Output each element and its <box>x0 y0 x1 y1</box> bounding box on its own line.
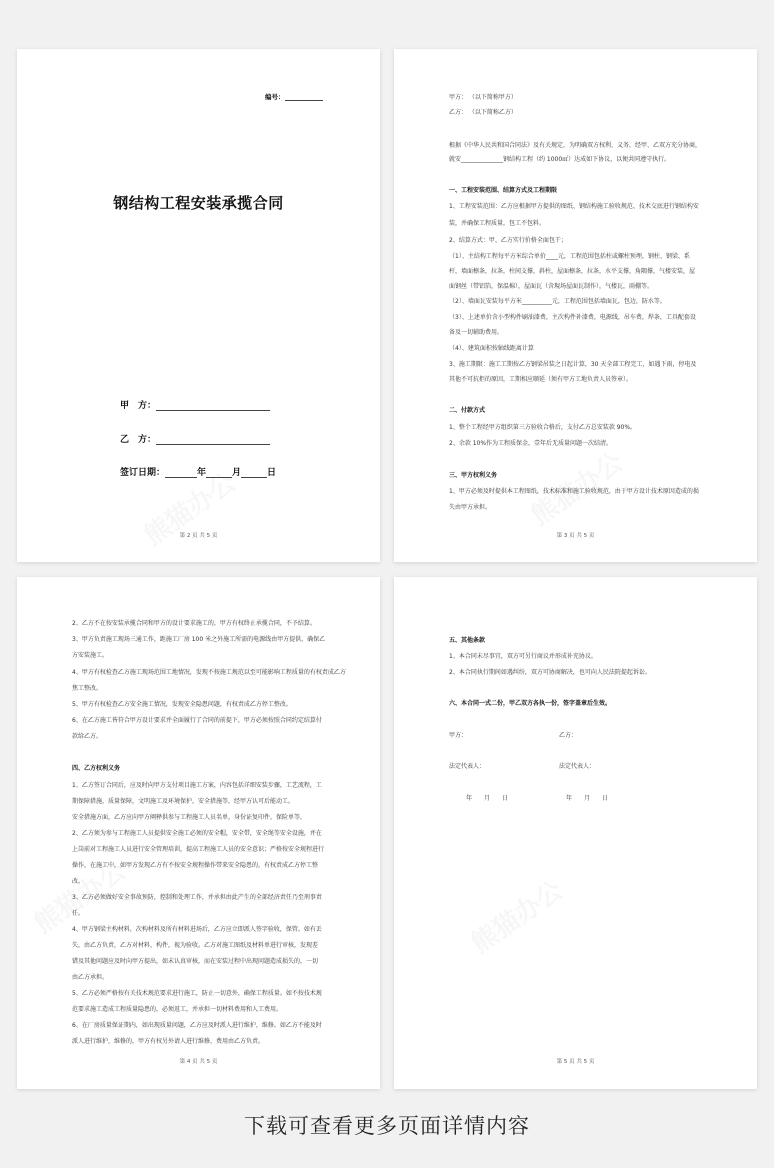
year-blank <box>165 467 197 478</box>
contract-page-3 <box>394 49 757 562</box>
contract-page-4 <box>17 577 380 1089</box>
section-heading: 四、乙方权利义务 <box>72 765 121 772</box>
body-line: 其他不可抗拒的原因，工期相应顺延（须有甲方工地负责人员签章）。 <box>449 376 633 383</box>
body-line: 操作，在施工中，如甲方发现乙方有不按安全规程操作带来安全隐患的，有权责成乙方停工整 <box>72 862 319 869</box>
body-line: （2）、墙面瓦安装每平方米__________元，工程范围包括墙面瓦，包边，防水等。 <box>449 298 666 305</box>
party-b-blank <box>156 434 270 445</box>
section-heading: 一、工程安装范围、结算方式及工程期限 <box>449 187 558 194</box>
sign-date-label: 签订日期： <box>120 468 166 478</box>
body-line: 就安______________钢结构工程（约 1000㎡）达成如下协议，以便共同遵守执行。 <box>449 156 671 163</box>
contract-page-2 <box>17 49 380 562</box>
body-line: 6、在乙方施工皆符合甲方设计要求并全面履行了合同的前提下，甲方必须按照合同约定结算付 <box>72 717 322 724</box>
body-line: 方安装施工。 <box>72 652 109 659</box>
section-heading: 六、本合同一式二份，甲乙双方各执一份，签字盖章后生效。 <box>449 700 612 707</box>
body-line: 6、在厂房质量保证期内，如出现质量问题，乙方应及时派人进行维护，维修。如乙方不能及时 <box>72 1022 322 1029</box>
body-line: 派人进行维护，维修的，甲方有权另外请人进行维修，费用由乙方负责。 <box>72 1038 265 1045</box>
body-line: 2、本合同执行期间如遇纠纷，双方可协商解决，也可向人民法院提起诉讼。 <box>449 669 651 676</box>
body-line: 款给乙方。 <box>72 733 103 740</box>
body-line: 改。 <box>72 878 85 885</box>
body-line: 甲方： （以下简称甲方） <box>449 94 517 101</box>
year-label: 年 <box>197 468 207 478</box>
body-line: 2、乙方不在按安装承揽合同和甲方的设计要求施工的，甲方有权终止承揽合同，不予结算。 <box>72 620 316 627</box>
party-a-field <box>120 398 270 411</box>
body-line: 由乙方承担。 <box>72 974 109 981</box>
sign-party-b: 乙方： <box>559 732 578 739</box>
body-line: 3、乙方必须做好安全事故预防，控制和处理工作，并承担由此产生的全部经济责任乃至刑事责 <box>72 894 322 901</box>
body-line: 乙方： （以下简称乙方） <box>449 109 517 116</box>
section-heading: 五、其他条款 <box>449 637 486 644</box>
body-line: 期保障措施，质量保障，文明施工及环境保护，安全措施等，经甲方认可后能动工。 <box>72 798 295 805</box>
body-line: 3、甲方负责施工现场三通工作，距施工厂房 100 米之外施工所需的电源线由甲方提供，确保乙 <box>72 636 326 643</box>
contract-title: 钢结构工程安装承揽合同 <box>113 194 284 212</box>
page-footer: 第 4 页 共 5 页 <box>179 1059 218 1065</box>
party-a-blank <box>156 400 270 411</box>
body-line: 面钢丝（带铝箔，保温棉），屋面瓦（含現场屋面瓦制作），气楼瓦，雨棚等。 <box>449 283 654 290</box>
page-footer: 第 3 页 共 5 页 <box>556 533 595 539</box>
body-line: （4）、建筑面积按轴线距离计算 <box>449 345 534 352</box>
sign-rep-b: 法定代表人： <box>559 763 596 770</box>
body-line: 备及一切辅助费用。 <box>449 329 504 336</box>
party-a-label: 甲 方： <box>120 401 157 411</box>
body-line: 5、甲方有权检查乙方安全施工情况，发现安全隐患问题，有权责成乙方停工整改。 <box>72 701 292 708</box>
body-line: 2、乙方须为参与工程施工人员提供安全施工必须的安全帽，安全带，安全绳等安全设施，并在 <box>72 830 322 837</box>
body-line: 上岗前对工程施工人员进行安全管理培训，提高工程施工人员的安全意识；严格按安全规程进行 <box>72 846 325 853</box>
body-line: 任。 <box>72 910 85 917</box>
body-line: 失，由乙方负责，乙方对材料、构件，视为验收。乙方对施工图纸及材料单进行审核，发现差 <box>72 942 319 949</box>
sign-date-field <box>120 465 276 478</box>
body-line: 2、余款 10%作为工程质保金，壹年后无质量问题一次结清。 <box>449 440 613 447</box>
sign-date-b: 年 月 日 <box>566 795 609 802</box>
body-line: 1、工程安装范围：乙方应根据甲方提供的图纸、钢结构施工验收规范、技术交底进行钢结构安 <box>449 203 699 210</box>
sign-date-a: 年 月 日 <box>466 795 509 802</box>
page-footer: 第 2 页 共 5 页 <box>179 533 218 539</box>
contract-number-field <box>265 93 323 101</box>
body-line: 失由甲方承担。 <box>449 504 492 511</box>
sign-rep-a: 法定代表人： <box>449 763 486 770</box>
body-line: 4、甲方有权检查乙方施工现场范围工地情况，发现不按施工规范以至可能影响工程质量的有权责成乙方 <box>72 669 346 676</box>
page-footer: 第 5 页 共 5 页 <box>556 1059 595 1065</box>
day-blank <box>241 467 267 478</box>
contract-page-5 <box>394 577 757 1089</box>
body-line: （3）、上述单价含小型构件刷油漆费，主次构件补漆费，电源线，吊车费，焊条，工具配套设 <box>449 314 696 321</box>
body-line: 1、甲方必须及时提供本工程图纸，技术标准和施工验收规范，由于甲方设计技术原因造成的损 <box>449 488 699 495</box>
watermark <box>463 871 569 961</box>
day-label: 日 <box>267 468 277 478</box>
body-line: 1、本合同未尽事宜，双方可另行商议并形成补充协议。 <box>449 653 597 660</box>
body-line: 2、结算方式：甲、乙方实行价格全面包干； <box>449 237 567 244</box>
body-line: 根据《中华人民共和国合同法》及有关规定，为明确双方权利、义务，经甲、乙双方充分协商， <box>449 142 702 149</box>
body-line: 装，并确保工程质量，包工不包料。 <box>449 220 546 227</box>
body-line: 杆，墙面檩条，拉条，柱间支撑，斜柱，屋面檩条，拉条，水平支撑，角隅撑，气楼安装，屋 <box>449 268 696 275</box>
party-b-field <box>120 432 270 445</box>
body-line: 焦工整改。 <box>72 685 103 692</box>
party-b-label: 乙 方： <box>120 435 157 445</box>
body-line: 5、乙方必须严格按有关技术规范要求进行施工，防止一切意外，确保工程质量。如不按技术规 <box>72 990 322 997</box>
section-heading: 三、甲方权利义务 <box>449 472 498 479</box>
body-line: （1）、主结构工程每平方米综合单价____元，工程范围包括柱或螺柱预埋，钢柱、钢梁、系 <box>449 253 690 260</box>
body-line: 1、乙方签订合同后，应及时向甲方支付项目施工方案，内容包括详细安装步骤，工艺流程，工 <box>72 782 322 789</box>
sign-party-a: 甲方： <box>449 732 468 739</box>
body-line: 错及其他问题应及时向甲方提出，如未认真审核，而在安装过程中出现问题造成损失的，一切 <box>72 958 319 965</box>
month-blank <box>206 467 232 478</box>
body-line: 范要求施工造成工程质量隐患的，必须返工，并承担一切材料费用和人工费用。 <box>72 1006 283 1013</box>
contract-number-label: 编号： <box>265 93 285 101</box>
body-line: 1、整个工程经甲方组织第三方验收合格后，支付乙方总安装款 90%。 <box>449 424 637 431</box>
download-caption: 下载可查看更多页面详情内容 <box>244 1114 530 1138</box>
body-line: 3、施工期限：施工工期按乙方钢梁吊装之日起计算，30 天全部工程完工，如遇下雨，停电及 <box>449 361 697 368</box>
contract-number-blank <box>285 93 323 101</box>
body-line: 4、甲方钢梁主构材料，次构材料及所有材料进场后，乙方应立即派人签字验收，保管。如有丢 <box>72 926 322 933</box>
body-line: 安全措施方面，乙方应向甲方阐释供参与工程施工人员名单，身份证复印件，保险单等。 <box>72 814 307 821</box>
section-heading: 二、付款方式 <box>449 407 486 414</box>
month-label: 月 <box>232 468 242 478</box>
